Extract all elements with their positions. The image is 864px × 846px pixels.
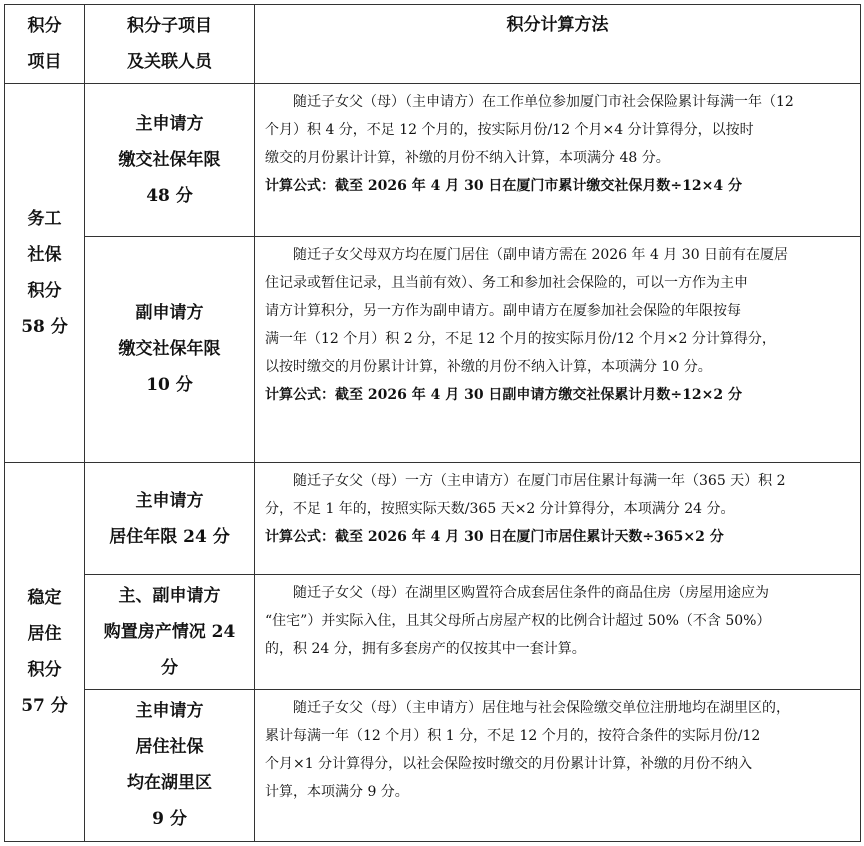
category-cell: 稳定 居住 积分 57 分 <box>5 463 85 842</box>
method-cell: 随迁子女父（母）（主申请方）居住地与社会保险缴交单位注册地均在湖里区的， 累计每满一年（12 个月）积 1 分，不足 12 个月的，按符合条件的实际月份/12 个月×1 分计算得分，以社会保险按时缴交的月份累计计算，补缴的月份不纳入 计算，本项满分 9 分。 <box>255 689 861 841</box>
method-cell: 随迁子女父（母）在湖里区购置符合成套居住条件的商品住房（房屋用途应为 “住宅”）并实际入住，且其父母所占房屋产权的比例合计超过 50%（不含 50%） 的，积 24 分，拥有多套房产的仅按其中一套计算。 <box>255 575 861 689</box>
category-cell: 务工 社保 积分 58 分 <box>5 84 85 463</box>
method-cell: 随迁子女父母双方均在厦门居住（副申请方需在 2026 年 4 月 30 日前有在厦居 住记录或暂住记录，且当前有效）、务工和参加社会保险的，可以一方作为主申 请方计算积分，另一方作为副申请方。副申请方在厦参加社会保险的年限按每 满一年（12 个月）积 2 分，不足 12 个月的按实际月份/12 个月×2 分计算得分， 以按时缴交的月份累计计算，补缴的月份不纳入计算，本项满分 10 分。 计算公式：截至 2026 年 4 月 30 日副申请方缴交社保累计月数÷12×2 分 <box>255 236 861 463</box>
sub-item-cell: 主申请方 缴交社保年限 48 分 <box>85 84 255 236</box>
sub-item-cell: 主、副申请方 购置房产情况 24 分 <box>85 575 255 689</box>
method-cell: 随迁子女父（母）（主申请方）在工作单位参加厦门市社会保险累计每满一年（12 个月）积 4 分，不足 12 个月的，按实际月份/12 个月×4 分计算得分，以按时 缴交的月份累计计算，补缴的月份不纳入计算，本项满分 48 分。 计算公式：截至 2026 年 4 月 30 日在厦门市累计缴交社保月数÷12×4 分 <box>255 84 861 236</box>
method-cell: 随迁子女父（母）一方（主申请方）在厦门市居住累计每满一年（365 天）积 2 分，不足 1 年的，按照实际天数/365 天×2 分计算得分，本项满分 24 分。 计算公式：截至 2026 年 4 月 30 日在厦门市居住累计天数÷365×2 分 <box>255 463 861 575</box>
table-row <box>5 575 861 689</box>
table-row <box>5 236 861 463</box>
header-text: 积分子项目 <box>127 16 212 37</box>
formula-text: 计算公式：截至 2026 年 4 月 30 日副申请方缴交社保累计月数÷12×2 分 <box>265 386 742 403</box>
header-row <box>5 5 861 84</box>
sub-item-cell: 主申请方 居住社保 均在湖里区 9 分 <box>85 689 255 841</box>
formula-text: 计算公式：截至 2026 年 4 月 30 日在厦门市居住累计天数÷365×2 分 <box>265 529 724 546</box>
table-row <box>5 689 861 841</box>
header-method: 积分计算方法 <box>255 5 861 84</box>
sub-item-cell: 主申请方 居住年限 24 分 <box>85 463 255 575</box>
points-table <box>4 4 861 842</box>
table-row <box>5 84 861 236</box>
header-text: 积分 <box>27 16 62 37</box>
header-sub-item <box>85 5 255 84</box>
sub-item-cell: 副申请方 缴交社保年限 10 分 <box>85 236 255 463</box>
header-text: 项目 <box>27 52 62 73</box>
header-points-item <box>5 5 85 84</box>
table-row <box>5 463 861 575</box>
formula-text: 计算公式：截至 2026 年 4 月 30 日在厦门市累计缴交社保月数÷12×4 分 <box>265 178 742 195</box>
header-text: 及关联人员 <box>127 52 212 73</box>
